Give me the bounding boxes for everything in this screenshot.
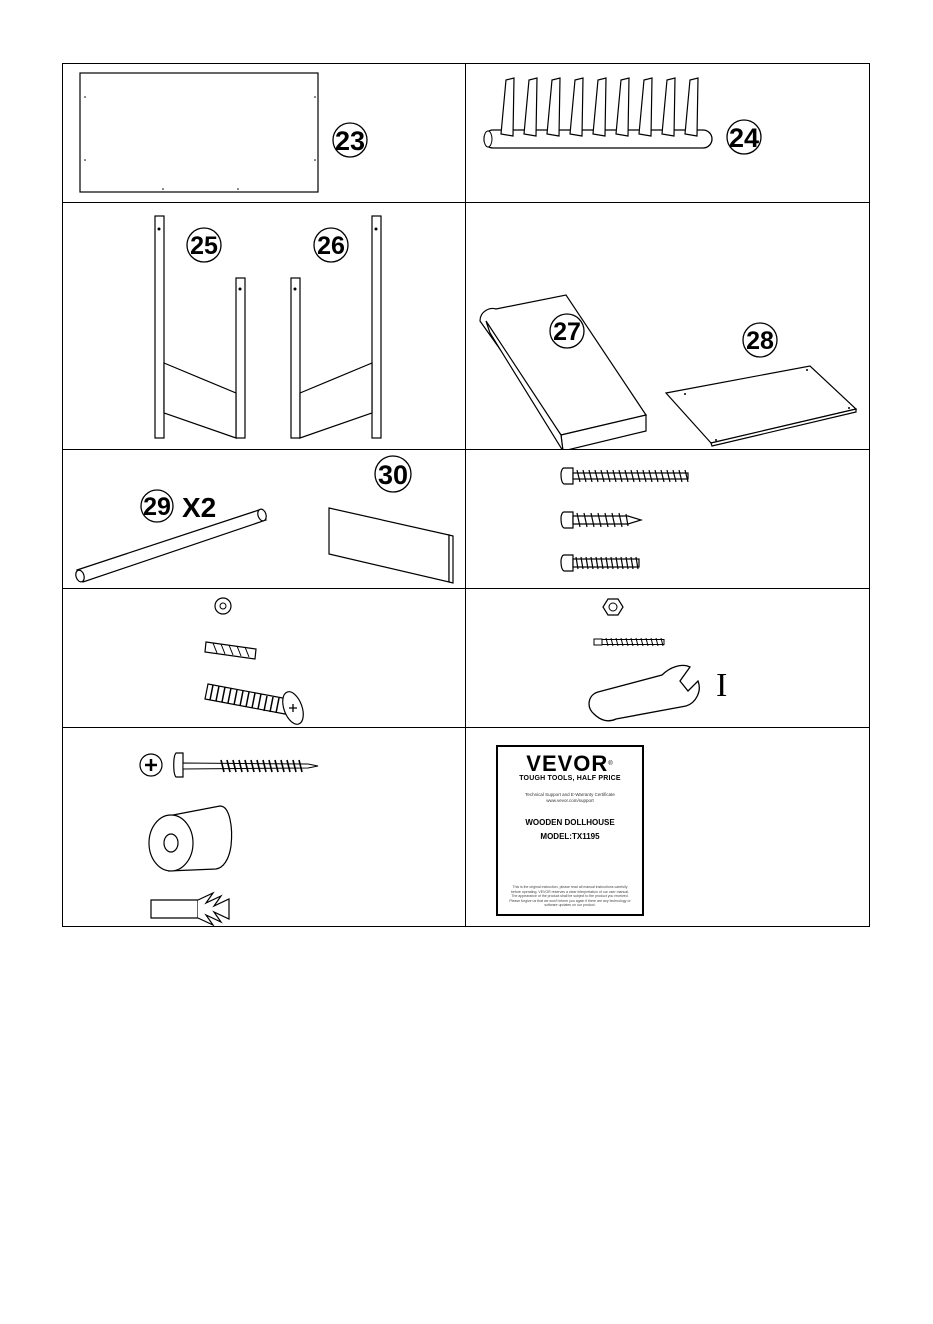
part-number-29: 29 bbox=[143, 493, 171, 521]
cell-hardware-set-2 bbox=[62, 588, 467, 729]
part-29-quantity: X2 bbox=[182, 492, 217, 523]
parts-grid bbox=[62, 63, 870, 927]
manual-model: MODEL:TX1195 bbox=[540, 832, 600, 841]
manual-tagline: TOUGH TOOLS, HALF PRICE bbox=[519, 775, 621, 782]
cell-part-29-30 bbox=[62, 449, 467, 590]
wall-anchor-hardware-drawing bbox=[63, 728, 467, 927]
part-number-26: 26 bbox=[317, 232, 345, 260]
shelf-panels-drawing bbox=[466, 203, 870, 451]
cell-instruction-manual bbox=[465, 727, 870, 927]
washer-dowel-bolt-drawing bbox=[63, 589, 467, 729]
nut-screw-wrench-drawing bbox=[466, 589, 870, 729]
cell-screws-set-1 bbox=[465, 449, 870, 590]
wrench-label: I bbox=[716, 667, 728, 704]
cell-hardware-set-3 bbox=[465, 588, 870, 729]
part-number-30: 30 bbox=[377, 460, 409, 490]
manual-registered-mark: ® bbox=[608, 761, 614, 767]
cell-part-27-28 bbox=[465, 202, 870, 451]
part-number-27: 27 bbox=[553, 318, 581, 346]
dowel-and-board-drawing bbox=[63, 450, 467, 590]
cell-part-24 bbox=[465, 63, 870, 204]
screws-set-1-drawing bbox=[466, 450, 870, 590]
back-panel-drawing bbox=[63, 64, 467, 204]
manual-product-name: WOODEN DOLLHOUSE bbox=[525, 818, 615, 827]
wall-plug-icon bbox=[151, 900, 198, 918]
instruction-manual bbox=[496, 745, 644, 916]
part-number-24: 24 bbox=[728, 123, 760, 153]
part-number-23: 23 bbox=[334, 126, 366, 156]
part-number-25: 25 bbox=[190, 232, 218, 260]
cell-part-23 bbox=[62, 63, 467, 204]
manual-support-line: Technical Support and E-Warranty Certificate www.vevor.com/support bbox=[525, 792, 615, 803]
part-number-28: 28 bbox=[746, 327, 774, 355]
stair-piece-drawing bbox=[466, 64, 870, 204]
manual-brand: VEVOR bbox=[526, 751, 609, 776]
side-frames-drawing bbox=[63, 203, 467, 451]
cell-hardware-set-4 bbox=[62, 727, 467, 927]
cell-part-25-26 bbox=[62, 202, 467, 451]
manual-notice: This is the original instruction, please read all manual instructions carefully before operating. VEVOR reserves a clear interpretation of our user manual. The appearance of the product shall be subject to the product you received. Please forgive us that we won't inform you again if there are any technology or software updates on our product. bbox=[509, 885, 631, 908]
wrench-icon bbox=[589, 665, 699, 720]
manual-brand-logo bbox=[498, 753, 642, 775]
